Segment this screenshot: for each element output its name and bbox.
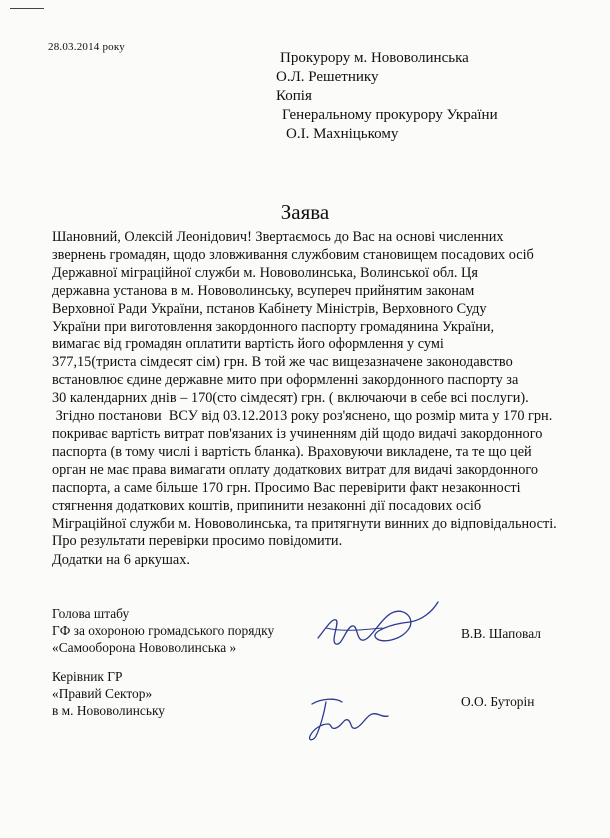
signatory-block-2	[52, 669, 165, 719]
body-line: Міграційної служби м. Нововолинська, та притягнути винних до відповідальності.	[52, 515, 557, 532]
addressee-line: Генеральному прокурору України	[282, 107, 498, 123]
addressee-line: Копія	[276, 88, 312, 104]
document-date: 28.03.2014 року	[48, 41, 125, 53]
body-line: Верховної Ради України, пстанов Кабінету Міністрів, Верховного Суду	[52, 300, 487, 317]
signatory-org: «Правий Сектор»	[52, 685, 153, 701]
signature-shapoval	[312, 598, 442, 660]
body-line: паспорта (в тому числі і вартість бланка). Враховуючи викладене, та те що цей	[52, 443, 532, 460]
body-line: стягнення додаткових коштів, припинити незаконні дії посадових осіб	[52, 497, 482, 514]
body-line: встановлює єдине державне мито при оформленні закордонного паспорту за	[52, 372, 519, 389]
body-line: України при виготовлення закордонного паспорту громадянина України,	[52, 318, 495, 335]
signatory-block-1	[52, 606, 274, 656]
body-line: покриває вартість витрат пов'язаних із учиненням дій щодо видачі закордонного	[52, 425, 543, 442]
document-title: Заява	[280, 200, 330, 224]
document-body	[52, 229, 592, 551]
body-line: Державної міграційної служби м. Нововолинська, Волинської обл. Ця	[52, 264, 478, 281]
body-line: Шановний, Олексій Леонідович! Звертаємось до Вас на основі численних	[52, 229, 504, 245]
signatory-title: Керівник ГР	[52, 669, 123, 684]
addressee-line: О.Л. Решетнику	[276, 69, 379, 85]
signatory-title: Голова штабу	[52, 606, 130, 621]
body-line: паспорта, а саме більше 170 грн. Просимо Вас перевірити факт незаконності	[52, 479, 521, 496]
signature-butorin	[292, 690, 392, 750]
body-line: Про результати перевірки просимо повідомити.	[52, 533, 343, 550]
body-line: 377,15(триста сімдесят сім) грн. В той же час вищезазначене законодавство	[52, 354, 513, 371]
addressee-block	[276, 49, 498, 144]
attachments-note: Додатки на 6 аркушах.	[52, 552, 190, 568]
body-line: Згідно постанови ВСУ від 03.12.2013 року роз'яснено, що розмір мита у 170 грн.	[52, 408, 553, 425]
signer-name: О.О. Буторін	[461, 694, 535, 709]
body-line: 30 календарних днів – 170(сто сімдесят) грн. ( включаючи в себе всі послуги).	[52, 390, 529, 407]
body-line: державна установа в м. Нововолинську, всупереч прийнятим законам	[52, 282, 475, 299]
signatory-org-name: «Самооборона Нововолинська »	[52, 639, 237, 655]
addressee-line: Прокурору м. Нововолинська	[280, 50, 469, 66]
signatory-location: в м. Нововолинську	[52, 702, 165, 718]
body-line: вимагає від громадян оплатити вартість його оформлення у сумі	[52, 336, 444, 353]
signer-name: В.В. Шаповал	[461, 626, 541, 641]
signatory-org: ГФ за охороною громадського порядку	[52, 622, 275, 638]
body-line: звернень громадян, щодо зловживання службовим становищем посадових осіб	[52, 246, 534, 263]
scan-mark	[10, 8, 44, 9]
body-line: орган не має права вимагати оплату додаткових витрат для видачі закордонного	[52, 461, 539, 478]
addressee-line: О.І. Махніцькому	[286, 126, 399, 142]
